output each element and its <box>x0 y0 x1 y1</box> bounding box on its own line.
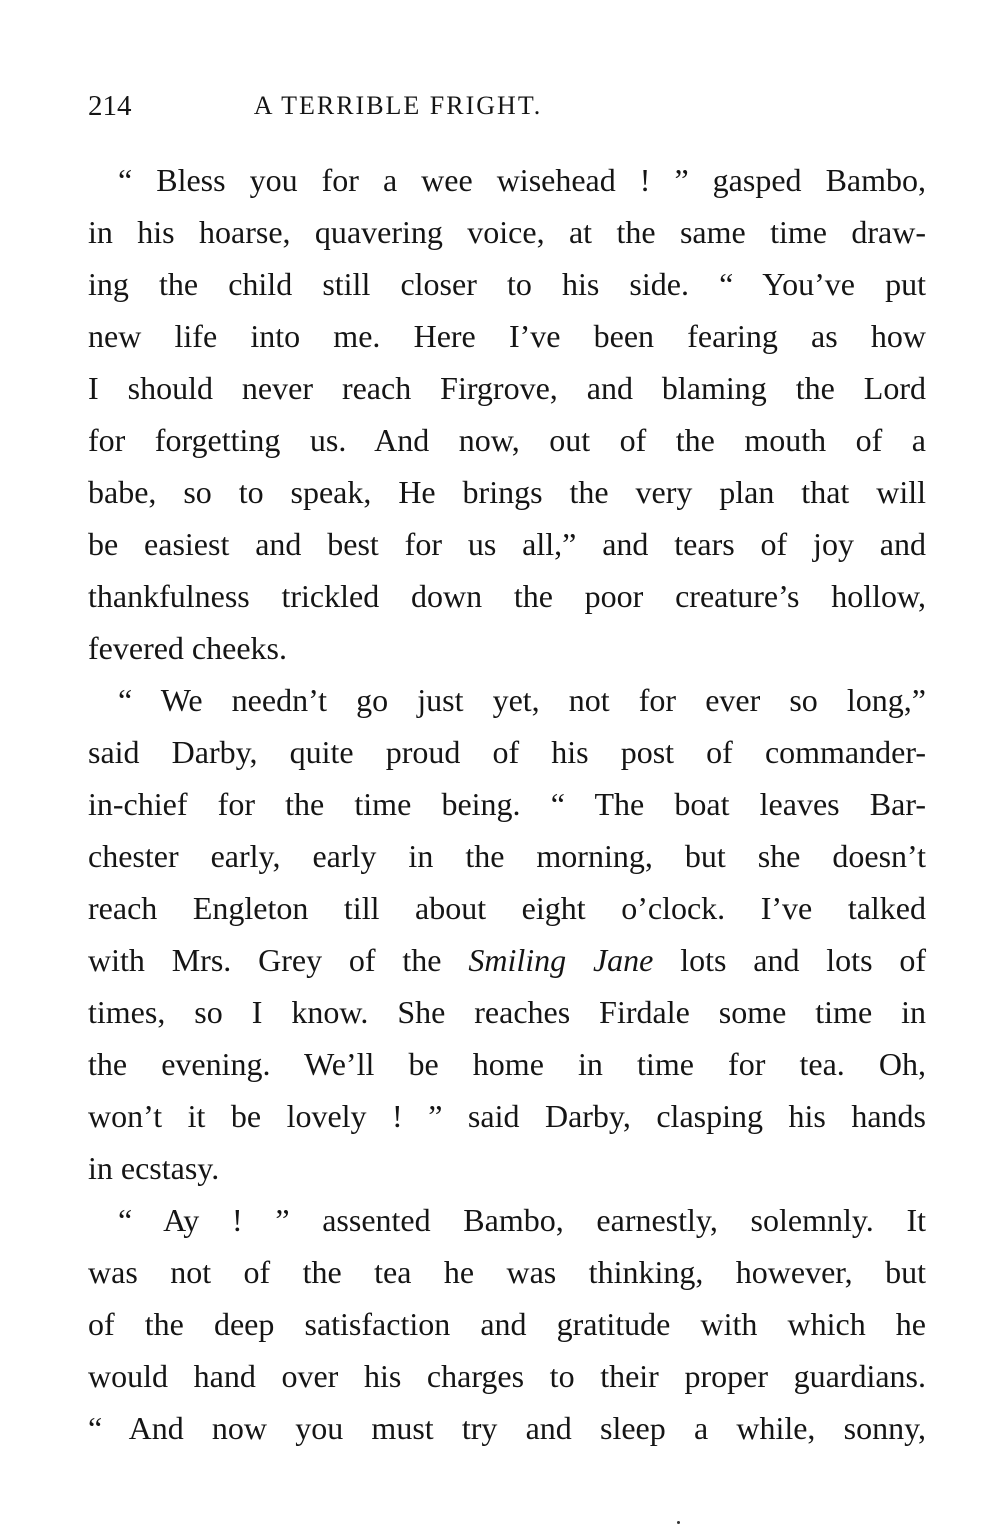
text-line: said Darby, quite proud of his post of commander- <box>88 734 926 770</box>
text-line: the evening. We’ll be home in time for tea. Oh, <box>88 1046 926 1082</box>
text-line: in ecstasy. <box>88 1150 220 1186</box>
text-line: “ We needn’t go just yet, not for ever so long,” <box>118 682 926 718</box>
text-line: reach Engleton till about eight o’clock. I’ve talked <box>88 890 926 926</box>
text-line: chester early, early in the morning, but she doesn’t <box>88 838 926 874</box>
text-line: in his hoarse, quavering voice, at the same time draw- <box>88 214 926 250</box>
body-text <box>88 154 926 1454</box>
text-line: with Mrs. Grey of the Smiling Jane lots and lots of <box>88 942 927 978</box>
text-line: for forgetting us. And now, out of the mouth of a <box>88 422 926 458</box>
text-line: ing the child still closer to his side. “ You’ve put <box>88 266 926 302</box>
text-line: won’t it be lovely ! ” said Darby, clasping his hands <box>88 1098 926 1134</box>
text-line: “ Bless you for a wee wisehead ! ” gasped Bambo, <box>118 162 926 198</box>
italic-title: Smiling Jane <box>468 942 654 978</box>
text-line: of the deep satisfaction and gratitude with which he <box>88 1306 926 1342</box>
text-line: fevered cheeks. <box>88 630 287 666</box>
text-line: times, so I know. She reaches Firdale some time in <box>88 994 926 1030</box>
text-line: was not of the tea he was thinking, however, but <box>88 1254 926 1290</box>
text-line: new life into me. Here I’ve been fearing as how <box>88 318 926 354</box>
text-line: “ And now you must try and sleep a while, sonny, <box>88 1410 926 1446</box>
text-line: thankfulness trickled down the poor creature’s hollow, <box>88 578 926 614</box>
text-line: I should never reach Firgrove, and blaming the Lord <box>88 370 926 406</box>
text-line: would hand over his charges to their proper guardians. <box>88 1358 926 1394</box>
text-line: be easiest and best for us all,” and tears of joy and <box>88 526 926 562</box>
running-head <box>88 86 926 126</box>
page-number: 214 <box>88 90 132 122</box>
text-line: babe, so to speak, He brings the very plan that will <box>88 474 926 510</box>
text-line: “ Ay ! ” assented Bambo, earnestly, solemnly. It <box>118 1202 926 1238</box>
running-title: A TERRIBLE FRIGHT. <box>253 91 543 120</box>
text-line: in-chief for the time being. “ The boat leaves Bar- <box>88 786 926 822</box>
print-speck <box>677 1521 680 1524</box>
